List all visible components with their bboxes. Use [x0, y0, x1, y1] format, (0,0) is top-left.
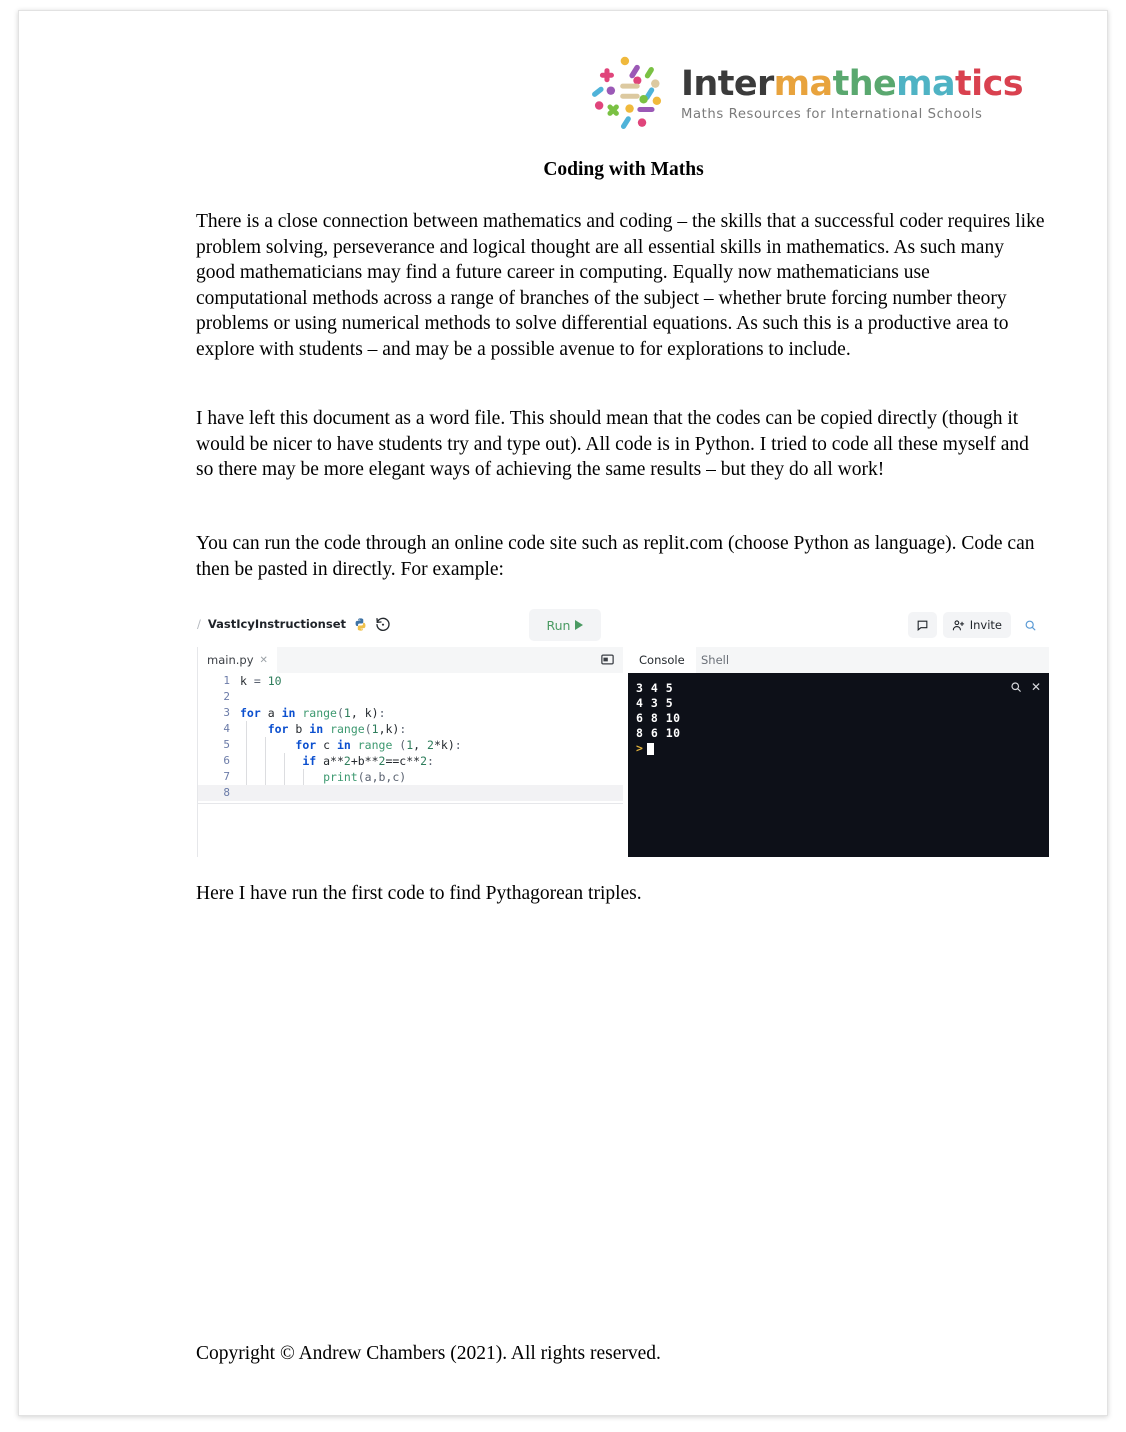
code-line-number: 5	[223, 738, 230, 751]
tab-console[interactable]: Console	[628, 647, 696, 673]
code-line-text	[240, 737, 623, 753]
chat-button[interactable]	[908, 612, 937, 638]
code-token: :	[427, 754, 434, 768]
indent-guide	[246, 737, 247, 753]
code-token: a	[260, 706, 282, 720]
breadcrumb[interactable]	[197, 616, 391, 632]
code-token: 10	[267, 674, 282, 688]
run-button-label: Run	[546, 617, 571, 633]
search-icon	[1024, 619, 1037, 632]
code-token: :	[399, 722, 407, 736]
code-line-number: 6	[223, 754, 230, 767]
code-token: in	[281, 706, 296, 720]
console-output[interactable]	[628, 673, 1049, 857]
code-token: 1	[371, 722, 379, 736]
indent-guide	[265, 769, 266, 785]
code-line-number: 1	[223, 674, 230, 687]
code-token: print	[323, 770, 358, 784]
indent-guide	[265, 737, 266, 753]
code-token: (	[364, 722, 372, 736]
editor-tab-main-py[interactable]	[198, 647, 277, 673]
code-token: (	[392, 738, 407, 752]
history-revert-icon[interactable]	[375, 616, 391, 632]
close-icon[interactable]: ✕	[1030, 680, 1041, 694]
code-token: for	[240, 706, 261, 720]
code-line-text	[240, 721, 623, 737]
console-tools	[1010, 681, 1041, 693]
indent-guide	[246, 721, 247, 737]
replit-screenshot-figure	[195, 605, 1049, 857]
project-name[interactable]: VastIcyInstructionset	[207, 617, 346, 631]
code-token: a**	[316, 754, 344, 768]
page-title: Coding with Maths	[543, 159, 704, 180]
console-pane	[628, 647, 1049, 857]
code-token: 1	[343, 706, 351, 720]
indent-guide	[284, 753, 285, 769]
brand-wordmark-segment: Inter	[681, 63, 774, 104]
search-icon[interactable]	[1010, 681, 1022, 693]
code-token: ,k)	[378, 722, 400, 736]
code-line-number: 8	[223, 786, 230, 799]
run-button[interactable]	[529, 609, 601, 641]
body-paragraph-3: You can run the code through an online code site such as replit.com (choose Python as language). Code can then be pasted in directly. For example:	[196, 533, 1035, 580]
python-logo-icon	[353, 617, 368, 632]
invite-button-label: Invite	[969, 618, 1002, 632]
code-token: 2	[427, 738, 434, 752]
code-token: ==c**	[385, 754, 421, 768]
code-line-number: 3	[223, 706, 230, 719]
code-editor-pane	[197, 647, 623, 857]
console-output-line: 3 4 5	[636, 681, 674, 695]
code-token: , k)	[350, 706, 379, 720]
code-token: 1	[406, 738, 414, 752]
brand-wordmark-segment: ma	[773, 63, 833, 104]
console-output-line: 6 8 10	[636, 711, 681, 725]
code-line[interactable]	[198, 785, 623, 801]
code-token	[351, 738, 358, 752]
code-line-text	[240, 753, 623, 769]
replit-topbar	[195, 605, 1049, 647]
brand-header	[589, 47, 1054, 139]
replit-topbar-actions	[908, 612, 1043, 638]
brand-tagline: Maths Resources for International Schools	[681, 107, 983, 123]
code-token: +b**	[350, 754, 379, 768]
code-token: (	[336, 706, 344, 720]
console-output-lines	[636, 681, 1049, 741]
code-line-number: 7	[223, 770, 230, 783]
code-token	[240, 738, 295, 752]
editor-tabbar	[198, 647, 623, 674]
code-token: =	[246, 674, 268, 688]
breadcrumb-separator: /	[197, 617, 201, 631]
code-token: *k)	[433, 738, 455, 752]
indent-guide	[265, 753, 266, 769]
code-token: k	[240, 674, 247, 688]
code-token: b	[288, 722, 310, 736]
tab-shell[interactable]: Shell	[701, 653, 730, 667]
code-token: range	[302, 706, 337, 720]
code-token: for	[267, 722, 289, 736]
console-output-line: 4 3 5	[636, 696, 674, 710]
brand-wordmark-segment: ma	[896, 63, 956, 104]
code-line-number: 4	[223, 722, 230, 735]
code-token: c	[316, 738, 337, 752]
indent-guide	[246, 769, 247, 785]
console-prompt-char: >	[636, 741, 643, 755]
code-line[interactable]	[198, 721, 623, 737]
code-token: range	[357, 738, 393, 752]
chat-bubble-icon	[916, 619, 929, 632]
code-line-text	[240, 705, 623, 721]
code-token	[240, 754, 302, 768]
code-token: 2	[343, 754, 351, 768]
body-paragraph-1: There is a close connection between mathematics and coding – the skills that a successful coder requires like problem solving, perseverance and logical thought are all essential skills in mathematics. As such many good mathematicians may find a future career in computing. Equally now mathematicians use computational methods across a range of branches of the subject – whether brute forcing number theory problems or using numerical methods to solve differential equations. As such this is a productive area to explore with students – and may be a possible avenue to for explorations to include.	[196, 211, 1045, 360]
code-token: for	[295, 738, 317, 752]
code-line-text	[240, 769, 623, 785]
indent-guide	[303, 769, 304, 785]
code-token: (a,b,c)	[357, 770, 407, 784]
footer-copyright: Copyright © Andrew Chambers (2021). All rights reserved.	[196, 1343, 661, 1364]
code-token: 2	[420, 754, 428, 768]
brand-wordmark-segment: the	[832, 63, 897, 104]
code-token: in	[336, 738, 351, 752]
brand-text-block	[681, 64, 1023, 123]
figure-caption: Here I have run the first code to find Pythagorean triples.	[196, 883, 642, 904]
code-line-text	[240, 673, 623, 689]
add-person-icon	[952, 619, 965, 632]
indent-guide	[246, 753, 247, 769]
search-button[interactable]	[1017, 612, 1043, 638]
editor-tab-label: main.py	[207, 653, 254, 667]
code-token: if	[302, 754, 317, 768]
code-line[interactable]	[198, 705, 623, 721]
console-tabbar	[628, 647, 1049, 673]
document-page	[18, 10, 1108, 1416]
close-icon[interactable]: ✕	[259, 654, 268, 666]
code-token: :	[378, 706, 386, 720]
code-token: ,	[413, 738, 428, 752]
brand-wordmark	[681, 63, 1023, 104]
brand-wordmark-segment: tics	[955, 63, 1023, 104]
body-paragraph-2: I have left this document as a word file. This should mean that the codes can be copied directly (though it would be nicer to have students try and type out). All code is in Python. I tried to code all these myself and so there may be more elegant ways of achieving the same results – but they do all work!	[196, 408, 1029, 480]
code-token	[240, 722, 268, 736]
console-prompt-row[interactable]	[636, 741, 1049, 756]
code-line[interactable]	[198, 769, 623, 785]
invite-button[interactable]	[943, 612, 1011, 638]
code-token: :	[454, 738, 462, 752]
indent-guide	[284, 769, 285, 785]
code-line[interactable]	[198, 689, 623, 705]
console-cursor	[647, 743, 654, 755]
code-line[interactable]	[198, 673, 623, 689]
code-line-number: 2	[223, 690, 230, 703]
play-icon	[575, 620, 583, 630]
intermathematics-logo-icon	[589, 54, 667, 132]
code-line[interactable]	[198, 753, 623, 769]
code-token: in	[309, 722, 324, 736]
code-line[interactable]	[198, 737, 623, 753]
code-token: 2	[378, 754, 386, 768]
code-token	[240, 770, 323, 784]
editor-empty-area	[198, 803, 623, 857]
console-output-line: 8 6 10	[636, 726, 681, 740]
code-token: range	[330, 722, 365, 736]
layout-toggle-icon[interactable]	[600, 652, 615, 667]
